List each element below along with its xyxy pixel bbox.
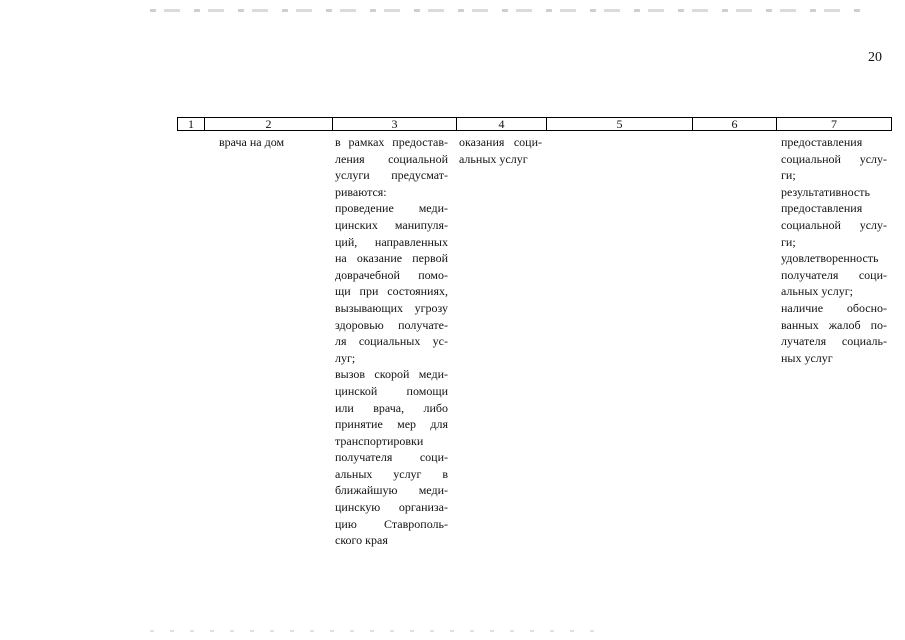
- text-line: удовлетворенность: [781, 251, 879, 266]
- text-line: ги;: [781, 168, 796, 183]
- text-line: альных услуг в: [335, 466, 448, 481]
- text-line: альных услуг;: [781, 284, 853, 299]
- text-line: предоставления: [781, 135, 863, 149]
- text-line: транспортировки: [335, 433, 424, 448]
- text-line: предоставления: [781, 201, 863, 216]
- text-line: здоровью получате-: [335, 317, 448, 332]
- text-line: ций, направленных: [335, 234, 448, 249]
- text-line: цинских манипуля-: [335, 217, 448, 232]
- text-line: проведение меди-: [335, 201, 448, 216]
- text-line: щи при состояниях,: [335, 284, 448, 299]
- text-line: в рамках предостав-: [335, 135, 448, 149]
- header-col-1: 1: [188, 117, 194, 131]
- text-line: риваются:: [335, 184, 387, 199]
- scan-artifact-bottom: [150, 630, 600, 632]
- text-line: принятие мер для: [335, 417, 448, 432]
- column-7-text: [781, 134, 887, 366]
- text-line: социальной услу-: [781, 151, 887, 166]
- column-4-text: [459, 134, 542, 167]
- text-line: вызывающих угрозу: [335, 300, 448, 315]
- text-line: ского края: [335, 533, 388, 548]
- text-line: на оказание первой: [335, 251, 448, 266]
- text-line: ных услуг: [781, 350, 833, 365]
- text-line: ления социальной: [335, 151, 448, 166]
- text-line: цию Ставрополь-: [335, 516, 448, 531]
- text-line: получателя соци-: [781, 267, 887, 282]
- text-line: ближайшую меди-: [335, 483, 448, 498]
- text-line: услуги предусмат-: [335, 168, 448, 183]
- column-2-text: [219, 134, 319, 151]
- text-line: оказания соци-: [459, 135, 542, 149]
- text-line: наличие обосно-: [781, 300, 887, 315]
- text-line: доврачебной помо-: [335, 267, 448, 282]
- text-line: получателя соци-: [335, 450, 448, 465]
- text-line: цинскую организа-: [335, 500, 448, 515]
- header-col-2: 2: [265, 117, 272, 131]
- header-col-3: 3: [391, 117, 398, 131]
- text-line: социальной услу-: [781, 217, 887, 232]
- text-line: альных услуг: [459, 151, 528, 166]
- column-3-text: [335, 134, 448, 549]
- header-col-6: 6: [731, 117, 738, 131]
- text-line: лучателя социаль-: [781, 334, 887, 349]
- text-line: ванных жалоб по-: [781, 317, 887, 332]
- text-line: луг;: [335, 350, 356, 365]
- text-line: ги;: [781, 234, 796, 249]
- text-line: цинской помощи: [335, 383, 448, 398]
- text-line: результативность: [781, 184, 870, 199]
- header-col-5: 5: [616, 117, 623, 131]
- text-line: ля социальных ус-: [335, 334, 448, 349]
- header-col-7: 7: [831, 117, 837, 131]
- page-number: 20: [868, 50, 882, 65]
- table-header-row: [177, 117, 892, 131]
- header-col-4: 4: [498, 117, 505, 131]
- text-line: вызов скорой меди-: [335, 367, 448, 382]
- scan-artifact-top: [150, 9, 860, 12]
- text-line: врача на дом: [219, 135, 285, 149]
- text-line: или врача, либо: [335, 400, 448, 415]
